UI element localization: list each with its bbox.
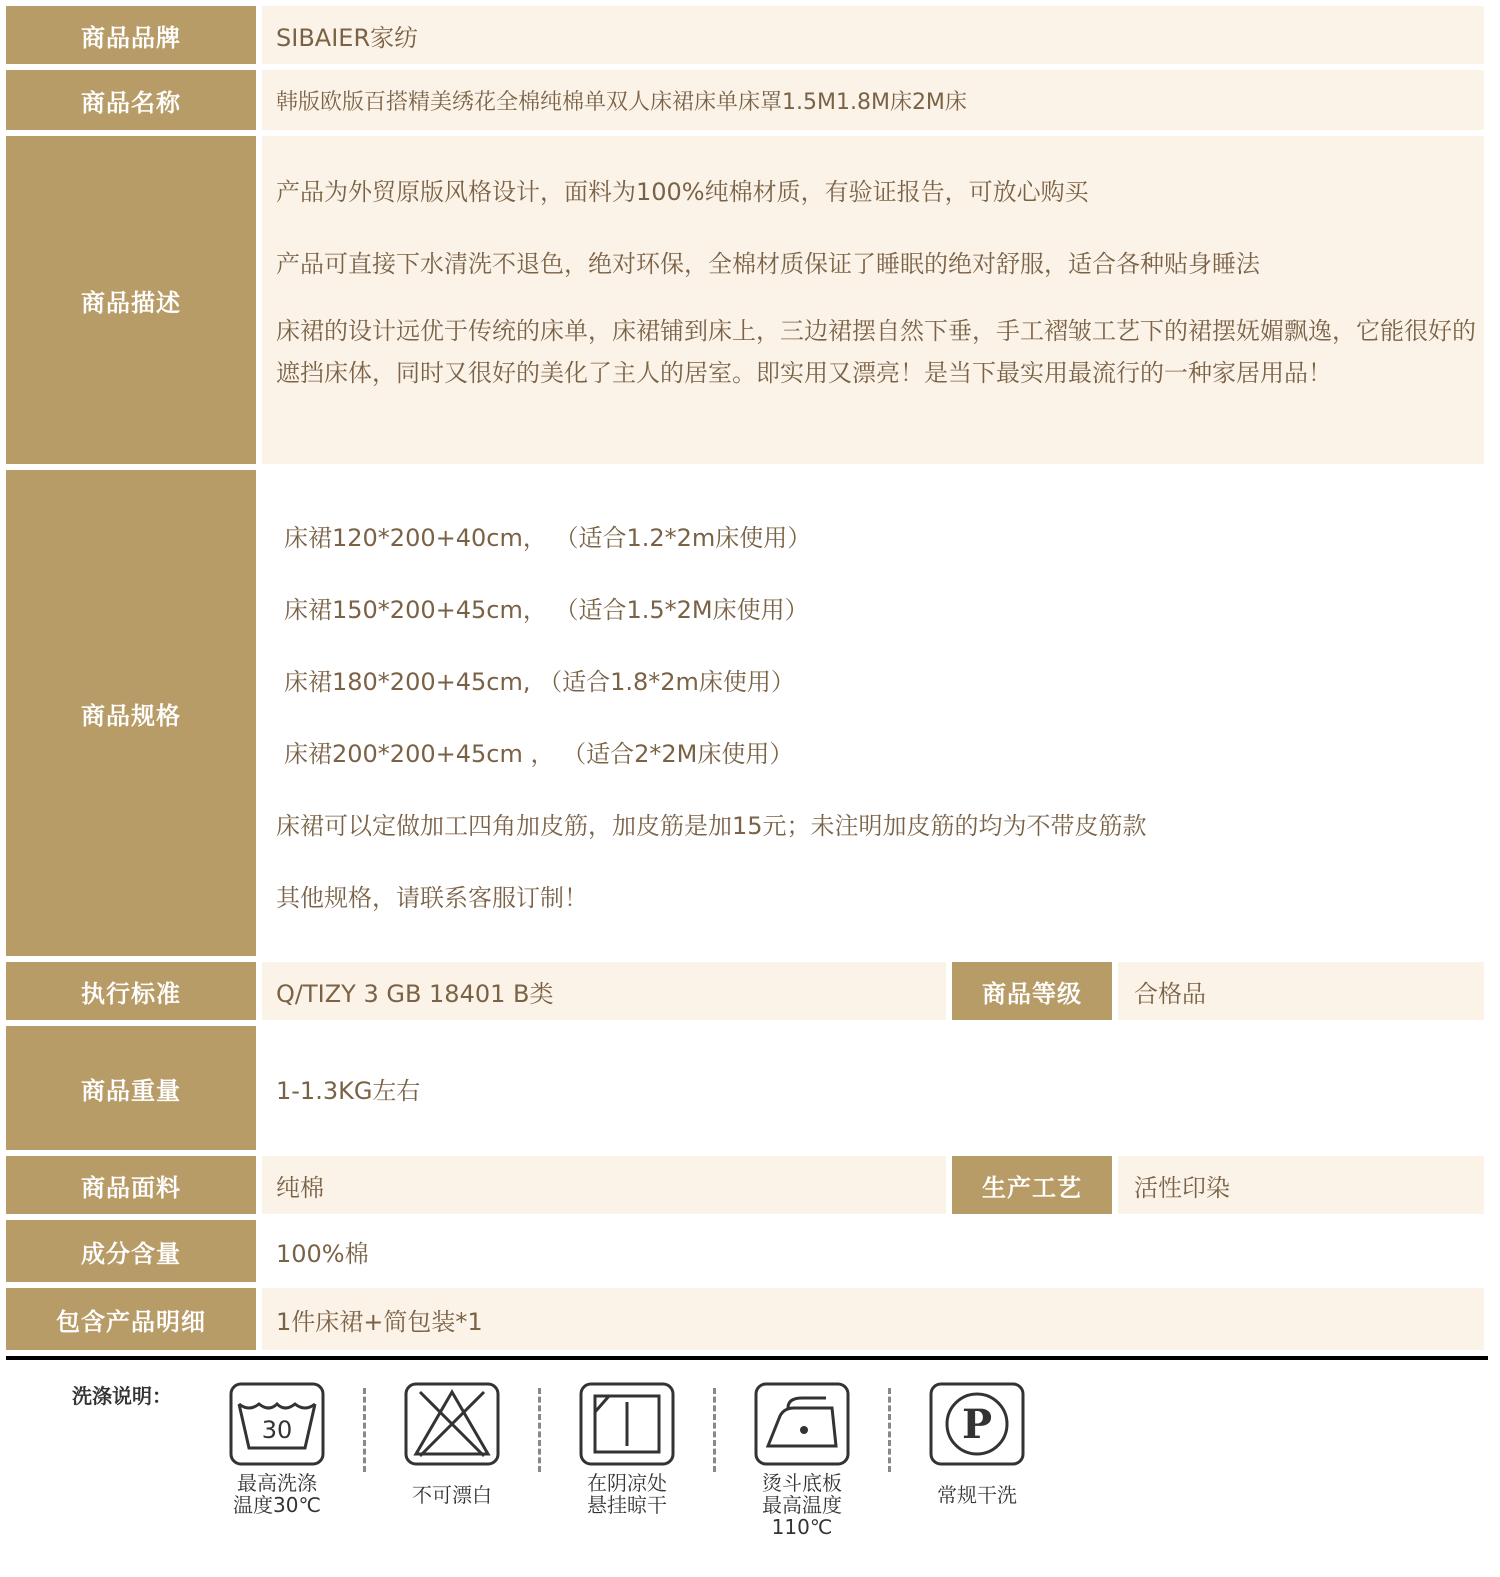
care-separator: [538, 1388, 541, 1472]
care-item-iron: [737, 1382, 867, 1538]
care-caption-bleach: 不可漂白: [412, 1483, 492, 1507]
row-spec: [6, 470, 1484, 956]
spec-line-6: 其他规格，请联系客服订制！: [276, 884, 588, 912]
label-grade: 商品等级: [952, 962, 1112, 1020]
value-spec: [262, 470, 1484, 956]
care-separator: [713, 1388, 716, 1472]
value-fabric: 纯棉: [262, 1156, 946, 1214]
spec-line-1: 床裙120*200+40cm， （适合1.2*2m床使用）: [284, 524, 812, 552]
row-fabric: [6, 1156, 1484, 1214]
row-description: [6, 136, 1484, 464]
label-spec: 商品规格: [6, 470, 256, 956]
desc-line-2: 产品可直接下水清洗不退色，绝对环保，全棉材质保证了睡眠的绝对舒服，适合各种贴身睡法: [276, 250, 1260, 278]
care-separator: [363, 1388, 366, 1472]
label-content: 成分含量: [6, 1220, 256, 1282]
spec-line-5: 床裙可以定做加工四角加皮筋，加皮筋是加15元；未注明加皮筋的均为不带皮筋款: [276, 812, 1147, 840]
line-dry-shade-icon: [579, 1382, 675, 1466]
label-description: 商品描述: [6, 136, 256, 464]
care-item-bleach: [387, 1382, 517, 1506]
dry-clean-p-icon: [929, 1382, 1025, 1466]
desc-line-1: 产品为外贸原版风格设计，面料为100%纯棉材质，有验证报告，可放心购买: [276, 178, 1089, 206]
row-package: [6, 1288, 1484, 1350]
value-name: 韩版欧版百搭精美绣花全棉纯棉单双人床裙床单床罩1.5M1.8M床2M床: [262, 70, 1484, 130]
label-standard: 执行标准: [6, 962, 256, 1020]
value-package: 1件床裙+简包装*1: [262, 1288, 1484, 1350]
label-brand: 商品品牌: [6, 6, 256, 64]
value-brand: SIBAIER家纺: [262, 6, 1484, 64]
row-content: [6, 1220, 1484, 1282]
value-grade: 合格品: [1118, 962, 1484, 1020]
value-process: 活性印染: [1118, 1156, 1484, 1214]
care-item-dry: [562, 1382, 692, 1516]
wash-30-icon: [229, 1382, 325, 1466]
care-item-dryclean: [912, 1382, 1042, 1506]
care-caption-iron: 烫斗底板 最高温度110℃: [762, 1471, 842, 1539]
spec-line-4: 床裙200*200+45cm ， （适合2*2M床使用）: [284, 740, 794, 768]
desc-line-3: 床裙的设计远优于传统的床单，床裙铺到床上，三边裙摆自然下垂，手工褶皱工艺下的裙摆妩媚飘逸，它能很好的遮挡床体，同时又很好的美化了主人的居室。即实用又漂亮！是当下最实用最流行的一种家居用品！: [276, 317, 1476, 387]
care-caption-dryclean: 常规干洗: [937, 1483, 1017, 1507]
care-title: 洗涤说明：: [72, 1384, 172, 1408]
row-weight: [6, 1026, 1484, 1150]
value-description: [262, 136, 1484, 464]
care-caption-dry: 在阴凉处 悬挂晾干: [587, 1471, 667, 1517]
row-name: [6, 70, 1484, 130]
value-weight: 1-1.3KG左右: [262, 1026, 1484, 1150]
value-standard: Q/TIZY 3 GB 18401 B类: [262, 962, 946, 1020]
care-item-wash: [212, 1382, 342, 1516]
iron-110-icon: [754, 1382, 850, 1466]
svg-text:P: P: [961, 1401, 993, 1448]
divider-rule: [6, 1356, 1488, 1360]
no-bleach-icon: [404, 1382, 500, 1466]
row-brand: [6, 6, 1484, 64]
value-content: 100%棉: [262, 1220, 1484, 1282]
svg-text:30: 30: [261, 1416, 293, 1444]
label-package: 包含产品明细: [6, 1288, 256, 1350]
spec-line-3: 床裙180*200+45cm, （适合1.8*2m床使用）: [284, 668, 795, 696]
spec-line-2: 床裙150*200+45cm， （适合1.5*2M床使用）: [284, 596, 809, 624]
row-standard: [6, 962, 1484, 1020]
label-fabric: 商品面料: [6, 1156, 256, 1214]
label-weight: 商品重量: [6, 1026, 256, 1150]
care-separator: [888, 1388, 891, 1472]
label-name: 商品名称: [6, 70, 256, 130]
care-caption-wash: 最高洗涤 温度30℃: [233, 1471, 321, 1517]
label-process: 生产工艺: [952, 1156, 1112, 1214]
